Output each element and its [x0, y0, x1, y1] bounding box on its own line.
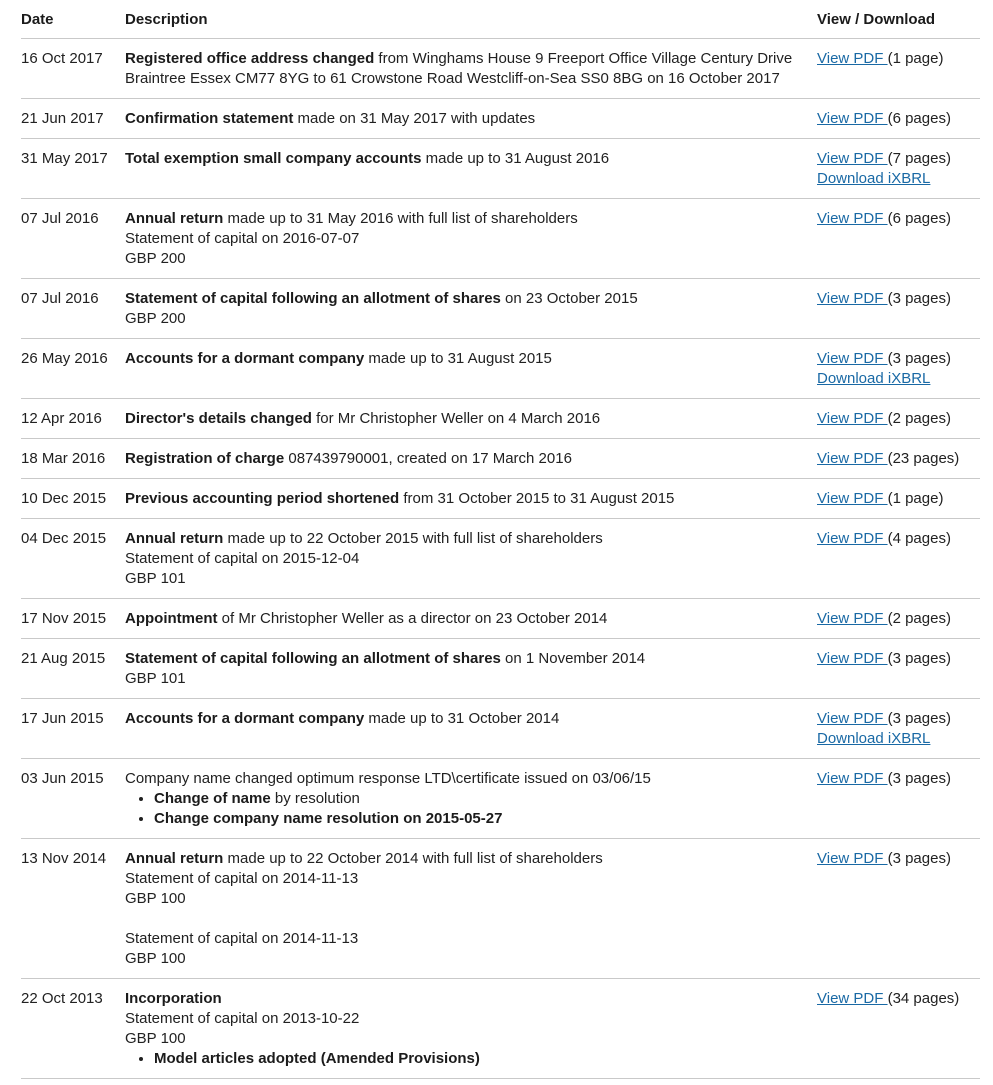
filing-row [21, 639, 980, 699]
filing-description [125, 449, 793, 469]
column-header-view-download: View / Download [817, 11, 936, 28]
filing-description-cell [125, 709, 817, 749]
page-count: (34 pages) [887, 990, 960, 1007]
filing-description [125, 609, 793, 629]
filing-description-cell [125, 489, 817, 509]
filing-description-cell [125, 109, 817, 129]
filing-row [21, 199, 980, 279]
filing-documents-cell [817, 609, 980, 629]
filing-description-cell [125, 849, 817, 969]
filing-description [125, 709, 793, 729]
filing-description [125, 149, 793, 169]
document-link-line [817, 149, 980, 169]
page-count: (3 pages) [887, 350, 951, 367]
view-pdf-link[interactable]: View PDF [817, 610, 888, 627]
capital-statement-line: Statement of capital on 2015-12-04 [125, 550, 360, 567]
capital-statement-line: Statement of capital on 2014-11-13 [125, 930, 359, 947]
annotation-item [154, 789, 793, 809]
document-link-line [817, 49, 980, 69]
view-pdf-link[interactable]: View PDF [817, 110, 888, 127]
document-link-line [817, 989, 980, 1009]
page-count: (6 pages) [887, 210, 951, 227]
filing-documents-cell [817, 109, 980, 129]
filing-row [21, 479, 980, 519]
filing-description-text: of Mr Christopher Weller as a director on 23 October 2014 [217, 610, 608, 627]
filing-row [21, 39, 980, 99]
filing-row [21, 979, 980, 1079]
filing-documents-cell [817, 149, 980, 189]
filing-description-text: made up to 31 August 2016 [421, 150, 610, 167]
filing-date: 18 Mar 2016 [21, 450, 106, 467]
filing-description-text: 087439790001, created on 17 March 2016 [284, 450, 572, 467]
filing-description [125, 649, 793, 669]
filing-description-cell [125, 349, 817, 389]
filing-date: 21 Jun 2017 [21, 110, 104, 127]
filing-description-text: made up to 31 May 2016 with full list of shareholders [223, 210, 578, 227]
filing-description-cell [125, 989, 817, 1069]
page-count: (2 pages) [887, 410, 951, 427]
filing-description [125, 989, 793, 1009]
filing-description-text: made on 31 May 2017 with updates [293, 110, 536, 127]
filing-annotations [125, 1049, 793, 1069]
page-count: (6 pages) [887, 110, 951, 127]
filing-date: 21 Aug 2015 [21, 650, 106, 667]
filing-date: 26 May 2016 [21, 350, 108, 367]
filing-date: 07 Jul 2016 [21, 210, 99, 227]
filing-description-text: Company name changed optimum response LTD\certificate issued on 03/06/15 [125, 770, 651, 787]
filing-documents-cell [817, 529, 980, 589]
filing-documents-cell [817, 409, 980, 429]
view-pdf-link[interactable]: View PDF [817, 710, 888, 727]
filing-description-text: on 23 October 2015 [500, 290, 638, 307]
filing-description [125, 529, 793, 549]
page-count: (23 pages) [887, 450, 960, 467]
filing-type-label: Accounts for a dormant company [125, 710, 365, 727]
document-link-line [817, 169, 980, 189]
annotation-bold-text: Model articles adopted (Amended Provisions) [154, 1050, 480, 1067]
filing-description [125, 349, 793, 369]
document-link-line [817, 849, 980, 869]
filing-type-label: Incorporation [125, 990, 222, 1007]
view-pdf-link[interactable]: View PDF [817, 450, 888, 467]
capital-statement-line: GBP 100 [125, 1030, 186, 1047]
filing-rows-container [21, 39, 980, 1079]
page-count: (3 pages) [887, 650, 951, 667]
filing-documents-cell [817, 209, 980, 269]
capital-statement-line: GBP 200 [125, 310, 186, 327]
filing-description-cell [125, 149, 817, 189]
capital-statement-line: GBP 200 [125, 250, 186, 267]
view-pdf-link[interactable]: View PDF [817, 350, 888, 367]
filing-row [21, 759, 980, 839]
filing-documents-cell [817, 49, 980, 89]
view-pdf-link[interactable]: View PDF [817, 770, 888, 787]
capital-statement-line: GBP 101 [125, 570, 186, 587]
filing-date: 17 Jun 2015 [21, 710, 104, 727]
filing-row [21, 839, 980, 979]
filing-documents-cell [817, 849, 980, 969]
filing-row [21, 599, 980, 639]
document-link-line [817, 349, 980, 369]
view-pdf-link[interactable]: View PDF [817, 850, 888, 867]
annotation-bold-text: Change of name [154, 790, 271, 807]
page-count: (1 page) [887, 490, 944, 507]
column-header-date: Date [21, 11, 54, 28]
filing-history-table [21, 4, 980, 1079]
page-count: (3 pages) [887, 770, 951, 787]
filing-date: 17 Nov 2015 [21, 610, 107, 627]
filing-description-cell [125, 449, 817, 469]
filing-description [125, 849, 793, 869]
filing-description-text: from 31 October 2015 to 31 August 2015 [399, 490, 675, 507]
document-link-line [817, 729, 980, 749]
document-link-line [817, 369, 980, 389]
filing-description [125, 109, 793, 129]
filing-date: 04 Dec 2015 [21, 530, 107, 547]
filing-type-label: Annual return [125, 210, 224, 227]
filing-description-cell [125, 409, 817, 429]
filing-date: 03 Jun 2015 [21, 770, 104, 787]
download-ixbrl-link[interactable]: Download iXBRL [817, 730, 931, 747]
filing-type-label: Previous accounting period shortened [125, 490, 400, 507]
filing-type-label: Registered office address changed [125, 50, 375, 67]
view-pdf-link[interactable]: View PDF [817, 990, 888, 1007]
filing-description-text: made up to 22 October 2015 with full list of shareholders [223, 530, 603, 547]
filing-annotations [125, 789, 793, 829]
filing-documents-cell [817, 709, 980, 749]
annotation-item [154, 1049, 793, 1069]
filing-description-text: for Mr Christopher Weller on 4 March 2016 [311, 410, 601, 427]
filing-description-text: made up to 31 October 2014 [364, 710, 560, 727]
filing-row [21, 339, 980, 399]
page-count: (3 pages) [887, 850, 951, 867]
filing-row [21, 699, 980, 759]
document-link-line [817, 449, 980, 469]
capital-statement-line: GBP 100 [125, 890, 186, 907]
filing-type-label: Annual return [125, 850, 224, 867]
document-link-line [817, 649, 980, 669]
filing-description-cell [125, 209, 817, 269]
filing-description [125, 49, 793, 89]
capital-statement-line: GBP 101 [125, 670, 186, 687]
filing-type-label: Director's details changed [125, 410, 312, 427]
filing-date: 13 Nov 2014 [21, 850, 107, 867]
filing-description-text: made up to 22 October 2014 with full list of shareholders [223, 850, 603, 867]
filing-date: 10 Dec 2015 [21, 490, 107, 507]
filing-documents-cell [817, 489, 980, 509]
filing-documents-cell [817, 449, 980, 469]
annotation-bold-text: Change company name resolution on 2015-05-27 [154, 810, 503, 827]
view-pdf-link[interactable]: View PDF [817, 530, 888, 547]
filing-description-cell [125, 289, 817, 329]
filing-documents-cell [817, 649, 980, 689]
page-count: (4 pages) [887, 530, 951, 547]
filing-row [21, 139, 980, 199]
filing-documents-cell [817, 349, 980, 389]
filing-type-label: Confirmation statement [125, 110, 294, 127]
filing-date: 22 Oct 2013 [21, 990, 103, 1007]
document-link-line [817, 769, 980, 789]
view-pdf-link[interactable]: View PDF [817, 150, 888, 167]
filing-description-cell [125, 769, 817, 829]
filing-documents-cell [817, 989, 980, 1069]
filing-date: 16 Oct 2017 [21, 50, 103, 67]
filing-row [21, 519, 980, 599]
download-ixbrl-link[interactable]: Download iXBRL [817, 370, 931, 387]
document-link-line [817, 289, 980, 309]
filing-type-label: Registration of charge [125, 450, 285, 467]
view-pdf-link[interactable]: View PDF [817, 50, 888, 67]
view-pdf-link[interactable]: View PDF [817, 650, 888, 667]
download-ixbrl-link[interactable]: Download iXBRL [817, 170, 931, 187]
document-link-line [817, 709, 980, 729]
filing-documents-cell [817, 769, 980, 829]
filing-documents-cell [817, 289, 980, 329]
view-pdf-link[interactable]: View PDF [817, 290, 888, 307]
filing-date: 07 Jul 2016 [21, 290, 99, 307]
filing-description [125, 289, 793, 309]
view-pdf-link[interactable]: View PDF [817, 410, 888, 427]
filing-description [125, 489, 793, 509]
capital-statement-line: GBP 100 [125, 950, 186, 967]
filing-date: 31 May 2017 [21, 150, 108, 167]
filing-description [125, 209, 793, 229]
filing-description-text: from Winghams House 9 Freeport Office Village Century Drive Braintree Essex CM77 8YG to 61 Crowstone Road Westcliff-on-Sea SS0 8BG on 16 October 2017 [125, 50, 793, 87]
capital-statement-line: Statement of capital on 2013-10-22 [125, 1010, 360, 1027]
filing-type-label: Statement of capital following an allotment of shares [125, 290, 501, 307]
filing-row [21, 99, 980, 139]
filing-description-cell [125, 649, 817, 689]
column-header-description: Description [125, 11, 208, 28]
filing-description-cell [125, 609, 817, 629]
filing-date: 12 Apr 2016 [21, 410, 102, 427]
filing-description-text: on 1 November 2014 [500, 650, 646, 667]
filing-type-label: Total exemption small company accounts [125, 150, 422, 167]
filing-description-cell [125, 49, 817, 89]
page-count: (7 pages) [887, 150, 951, 167]
filing-type-label: Appointment [125, 610, 218, 627]
page-count: (3 pages) [887, 710, 951, 727]
filing-description-cell [125, 529, 817, 589]
view-pdf-link[interactable]: View PDF [817, 210, 888, 227]
filing-description [125, 769, 793, 789]
document-link-line [817, 409, 980, 429]
page-count: (1 page) [887, 50, 944, 67]
filing-type-label: Statement of capital following an allotment of shares [125, 650, 501, 667]
page-count: (3 pages) [887, 290, 951, 307]
spacer-line [125, 909, 793, 929]
filing-row [21, 279, 980, 339]
filing-description [125, 409, 793, 429]
capital-statement-line: Statement of capital on 2014-11-13 [125, 870, 359, 887]
page-count: (2 pages) [887, 610, 951, 627]
view-pdf-link[interactable]: View PDF [817, 490, 888, 507]
document-link-line [817, 489, 980, 509]
annotation-item [154, 809, 793, 829]
filing-row [21, 399, 980, 439]
document-link-line [817, 609, 980, 629]
document-link-line [817, 529, 980, 549]
document-link-line [817, 209, 980, 229]
annotation-text: by resolution [270, 790, 360, 807]
filing-description-text: made up to 31 August 2015 [364, 350, 552, 367]
filing-type-label: Annual return [125, 530, 224, 547]
document-link-line [817, 109, 980, 129]
filing-row [21, 439, 980, 479]
filing-type-label: Accounts for a dormant company [125, 350, 365, 367]
table-header-row [21, 4, 980, 39]
capital-statement-line: Statement of capital on 2016-07-07 [125, 230, 360, 247]
